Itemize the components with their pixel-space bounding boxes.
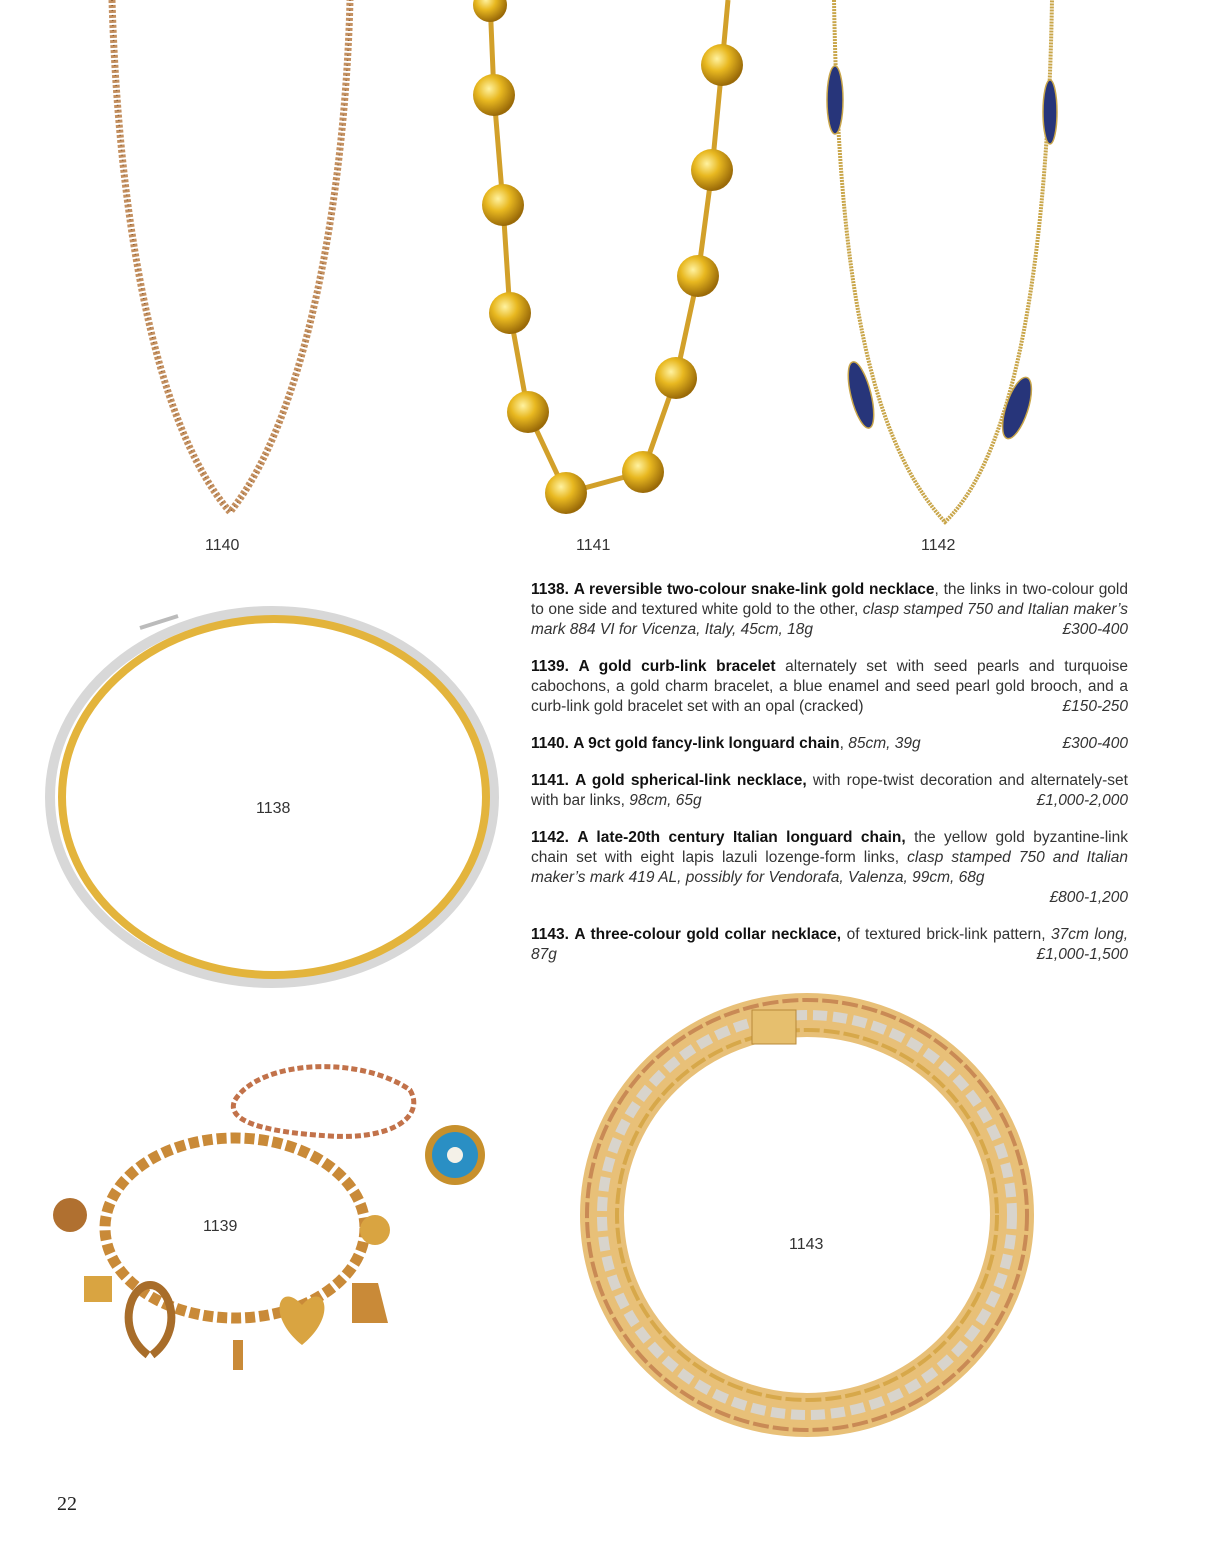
lot-title: A reversible two-colour snake-link gold necklace (573, 581, 935, 598)
lot-title: A gold spherical-link necklace, (575, 772, 807, 789)
lot-detail: 98cm, 65g (629, 792, 702, 809)
figure-label-1143: 1143 (789, 1236, 824, 1253)
lot-estimate: £300-400 (1062, 621, 1128, 638)
figure-label-1142: 1142 (921, 537, 956, 554)
lot-detail: 37cm long, 87g (531, 926, 1128, 963)
lot-detail: clasp stamped 750 and Italian maker’s mark 884 VI for Vicenza, Italy, 45cm, 18g (531, 601, 1128, 638)
lot-description: of textured brick-link pattern, (841, 926, 1052, 943)
lot-description: , (839, 735, 849, 752)
lot-number: 1142. (531, 829, 569, 846)
lot-descriptions (531, 580, 1128, 982)
lot-title: A three-colour gold collar necklace, (574, 926, 842, 943)
lot-1140 (531, 734, 1128, 754)
lot-number: 1141. (531, 772, 569, 789)
lot-estimate: £300-400 (1062, 735, 1128, 752)
figure-label-1140: 1140 (205, 537, 240, 554)
lot-number: 1143. (531, 926, 569, 943)
lot-estimate: £1,000-1,500 (1036, 946, 1128, 963)
lot-number: 1140. (531, 735, 569, 752)
lot-estimate: £800-1,200 (1049, 889, 1128, 906)
lot-1143 (531, 925, 1128, 965)
lot-description: with rope-twist decoration and alternately-set with bar links, (531, 772, 1128, 809)
lot-detail: 85cm, 39g (848, 735, 921, 752)
lot-description: the yellow gold byzantine-link chain set with eight lapis lazuli lozenge-form links, (531, 829, 1129, 866)
lot-description: alternately set with seed pearls and turquoise cabochons, a gold charm bracelet, a blue enamel and seed pearl gold brooch, and a curb-link gold bracelet set with an opal (cracked) (531, 658, 1128, 715)
lot-description: , the links in two-colour gold to one side and textured white gold to the other, (531, 581, 1128, 618)
figure-label-1138: 1138 (256, 800, 291, 817)
lot-estimate: £1,000-2,000 (1036, 792, 1128, 809)
lot-1139 (531, 657, 1128, 717)
page-number: 22 (57, 1493, 77, 1515)
lot-title: A 9ct gold fancy-link longuard chain (573, 735, 840, 752)
lot-1142 (531, 828, 1128, 908)
lot-number: 1138. (531, 581, 569, 598)
lot-title: A gold curb-link bracelet (578, 658, 776, 675)
lot-title: A late-20th century Italian longuard chain, (577, 829, 906, 846)
figure-label-1139: 1139 (203, 1218, 238, 1235)
figure-label-1141: 1141 (576, 537, 611, 554)
lot-1141 (531, 771, 1128, 811)
lot-estimate: £150-250 (1062, 698, 1128, 715)
lot-1138 (531, 580, 1128, 640)
lot-number: 1139. (531, 658, 569, 675)
lot-detail: clasp stamped 750 and Italian maker’s mark 419 AL, possibly for Vendorafa, Valenza, 99cm, 68g (531, 849, 1128, 886)
